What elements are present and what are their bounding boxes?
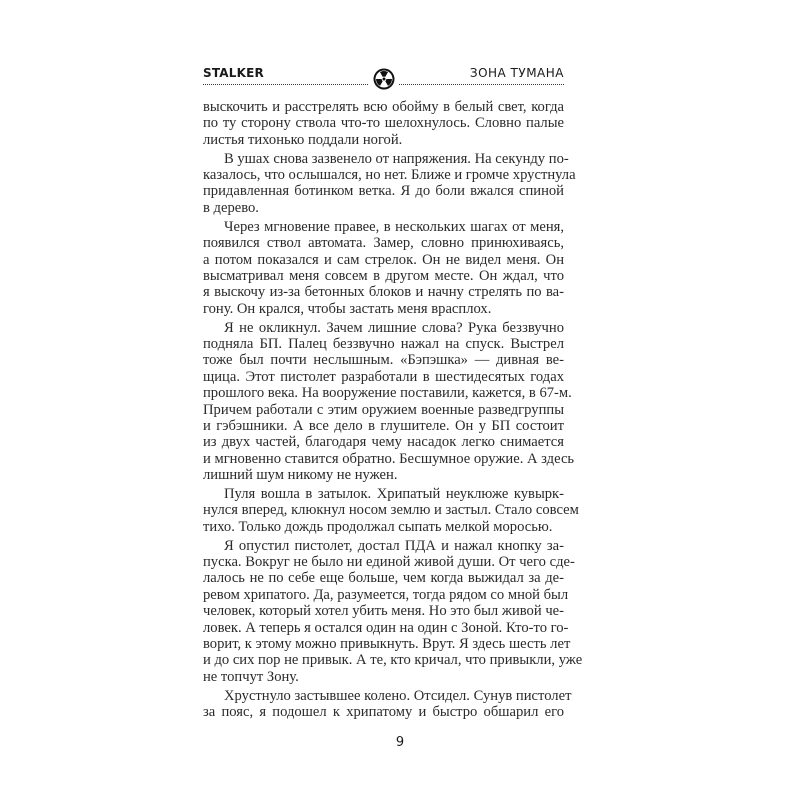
text-line: щица. Этот пистолет разработали в шестидесятых годах xyxy=(203,368,564,385)
text-line: гону. Он крался, чтобы застать меня врасплох. xyxy=(203,300,492,317)
text-line: ревом хрипатого. Да, разумеется, тогда рядом со мной был xyxy=(203,586,569,603)
radiation-trefoil-icon xyxy=(373,68,395,90)
text-line: лалось не по себе еще больше, чем когда выжидал за де- xyxy=(203,570,564,587)
text-line: тоже был почти неслышным. «Бэпэшка» — дивная ве- xyxy=(203,352,564,369)
book-title: ЗОНА ТУМАНА xyxy=(469,66,564,80)
body-text xyxy=(203,99,583,723)
header-dotted-rule-left xyxy=(203,84,368,85)
paragraph xyxy=(203,219,564,317)
text-line: не топчут Зону. xyxy=(203,668,299,685)
text-line: ловек. А теперь я остался один на один с Зоной. Кто-то го- xyxy=(203,619,569,636)
text-line: и до сих пор не привык. А те, кто кричал, что привыкли, уже xyxy=(203,652,583,669)
text-line: Хрустнуло застывшее колено. Отсидел. Сунув пистолет xyxy=(224,687,572,704)
text-line: а потом показался и сам стрелок. Он не видел меня. Он xyxy=(203,251,564,268)
running-header xyxy=(203,62,564,86)
text-line: казалось, что ослышался, но нет. Ближе и громче хрустнула xyxy=(203,167,576,184)
text-line: нулся вперед, клюкнул носом землю и застыл. Стало совсем xyxy=(203,502,579,519)
paragraph xyxy=(203,150,576,217)
text-line: высматривал меня совсем в другом месте. Он ждал, что xyxy=(203,267,564,284)
text-line: пуска. Вокруг не было ни единой живой души. От чего сде- xyxy=(203,554,575,571)
text-line: ворит, к этому можно привыкнуть. Врут. Я здесь шесть лет xyxy=(203,636,571,652)
text-line: появился ствол автомата. Замер, словно принюхиваясь, xyxy=(203,235,564,252)
page-number: 9 xyxy=(395,735,405,750)
text-line: человек, который хотел убить меня. Но это был живой че- xyxy=(203,603,564,620)
text-line: Я не окликнул. Зачем лишние слова? Рука беззвучно xyxy=(224,319,564,336)
series-title: STALKER xyxy=(203,66,264,80)
text-line: Через мгновение правее, в нескольких шагах от меня, xyxy=(224,218,564,235)
text-line: Пуля вошла в затылок. Хрипатый неуклюже кувырк- xyxy=(224,485,564,502)
paragraph xyxy=(203,687,572,721)
paragraph xyxy=(203,319,575,484)
paragraph xyxy=(203,537,583,686)
text-line: я выскочу из-за бетонных блоков и начну стрелять по ва- xyxy=(203,284,564,301)
text-line: листья тихонько поддали ногой. xyxy=(203,131,403,148)
text-line: по ту сторону ствола что-то шелохнулось. Словно палые xyxy=(203,115,564,132)
text-line: из двух частей, благодаря чему насадок легко снимается xyxy=(203,434,564,451)
text-line: прошлого века. На вооружение поставили, кажется, в 67-м. xyxy=(203,385,572,402)
text-line: в дерево. xyxy=(203,199,259,216)
text-line: лишний шум никому не нужен. xyxy=(203,467,398,484)
text-line: В ушах снова зазвенело от напряжения. На секунду по- xyxy=(224,150,569,167)
text-line: выскочить и расстрелять всю обойму в белый свет, когда xyxy=(203,99,564,115)
text-line: и мгновенно ставится обратно. Бесшумное оружие. А здесь xyxy=(203,450,575,467)
paragraph xyxy=(203,99,564,148)
text-line: Я опустил пистолет, достал ПДА и нажал кнопку за- xyxy=(224,537,564,554)
book-page xyxy=(203,62,583,721)
header-dotted-rule-right xyxy=(399,84,564,85)
paragraph xyxy=(203,485,579,535)
text-line: тихо. Только дождь продолжал сыпать мелкой моросью. xyxy=(203,518,553,535)
text-line: за пояс, я подошел к хрипатому и быстро обшарил его xyxy=(203,704,564,721)
text-line: Причем работали с этим оружием военные разведгруппы xyxy=(203,401,564,418)
text-line: придавленная ботинком ветка. Я до боли вжался спиной xyxy=(203,183,564,200)
text-line: подняла БП. Палец беззвучно нажал на спуск. Выстрел xyxy=(203,335,564,352)
text-line: и гэбэшники. А все дело в глушителе. Он у БП состоит xyxy=(203,417,564,434)
